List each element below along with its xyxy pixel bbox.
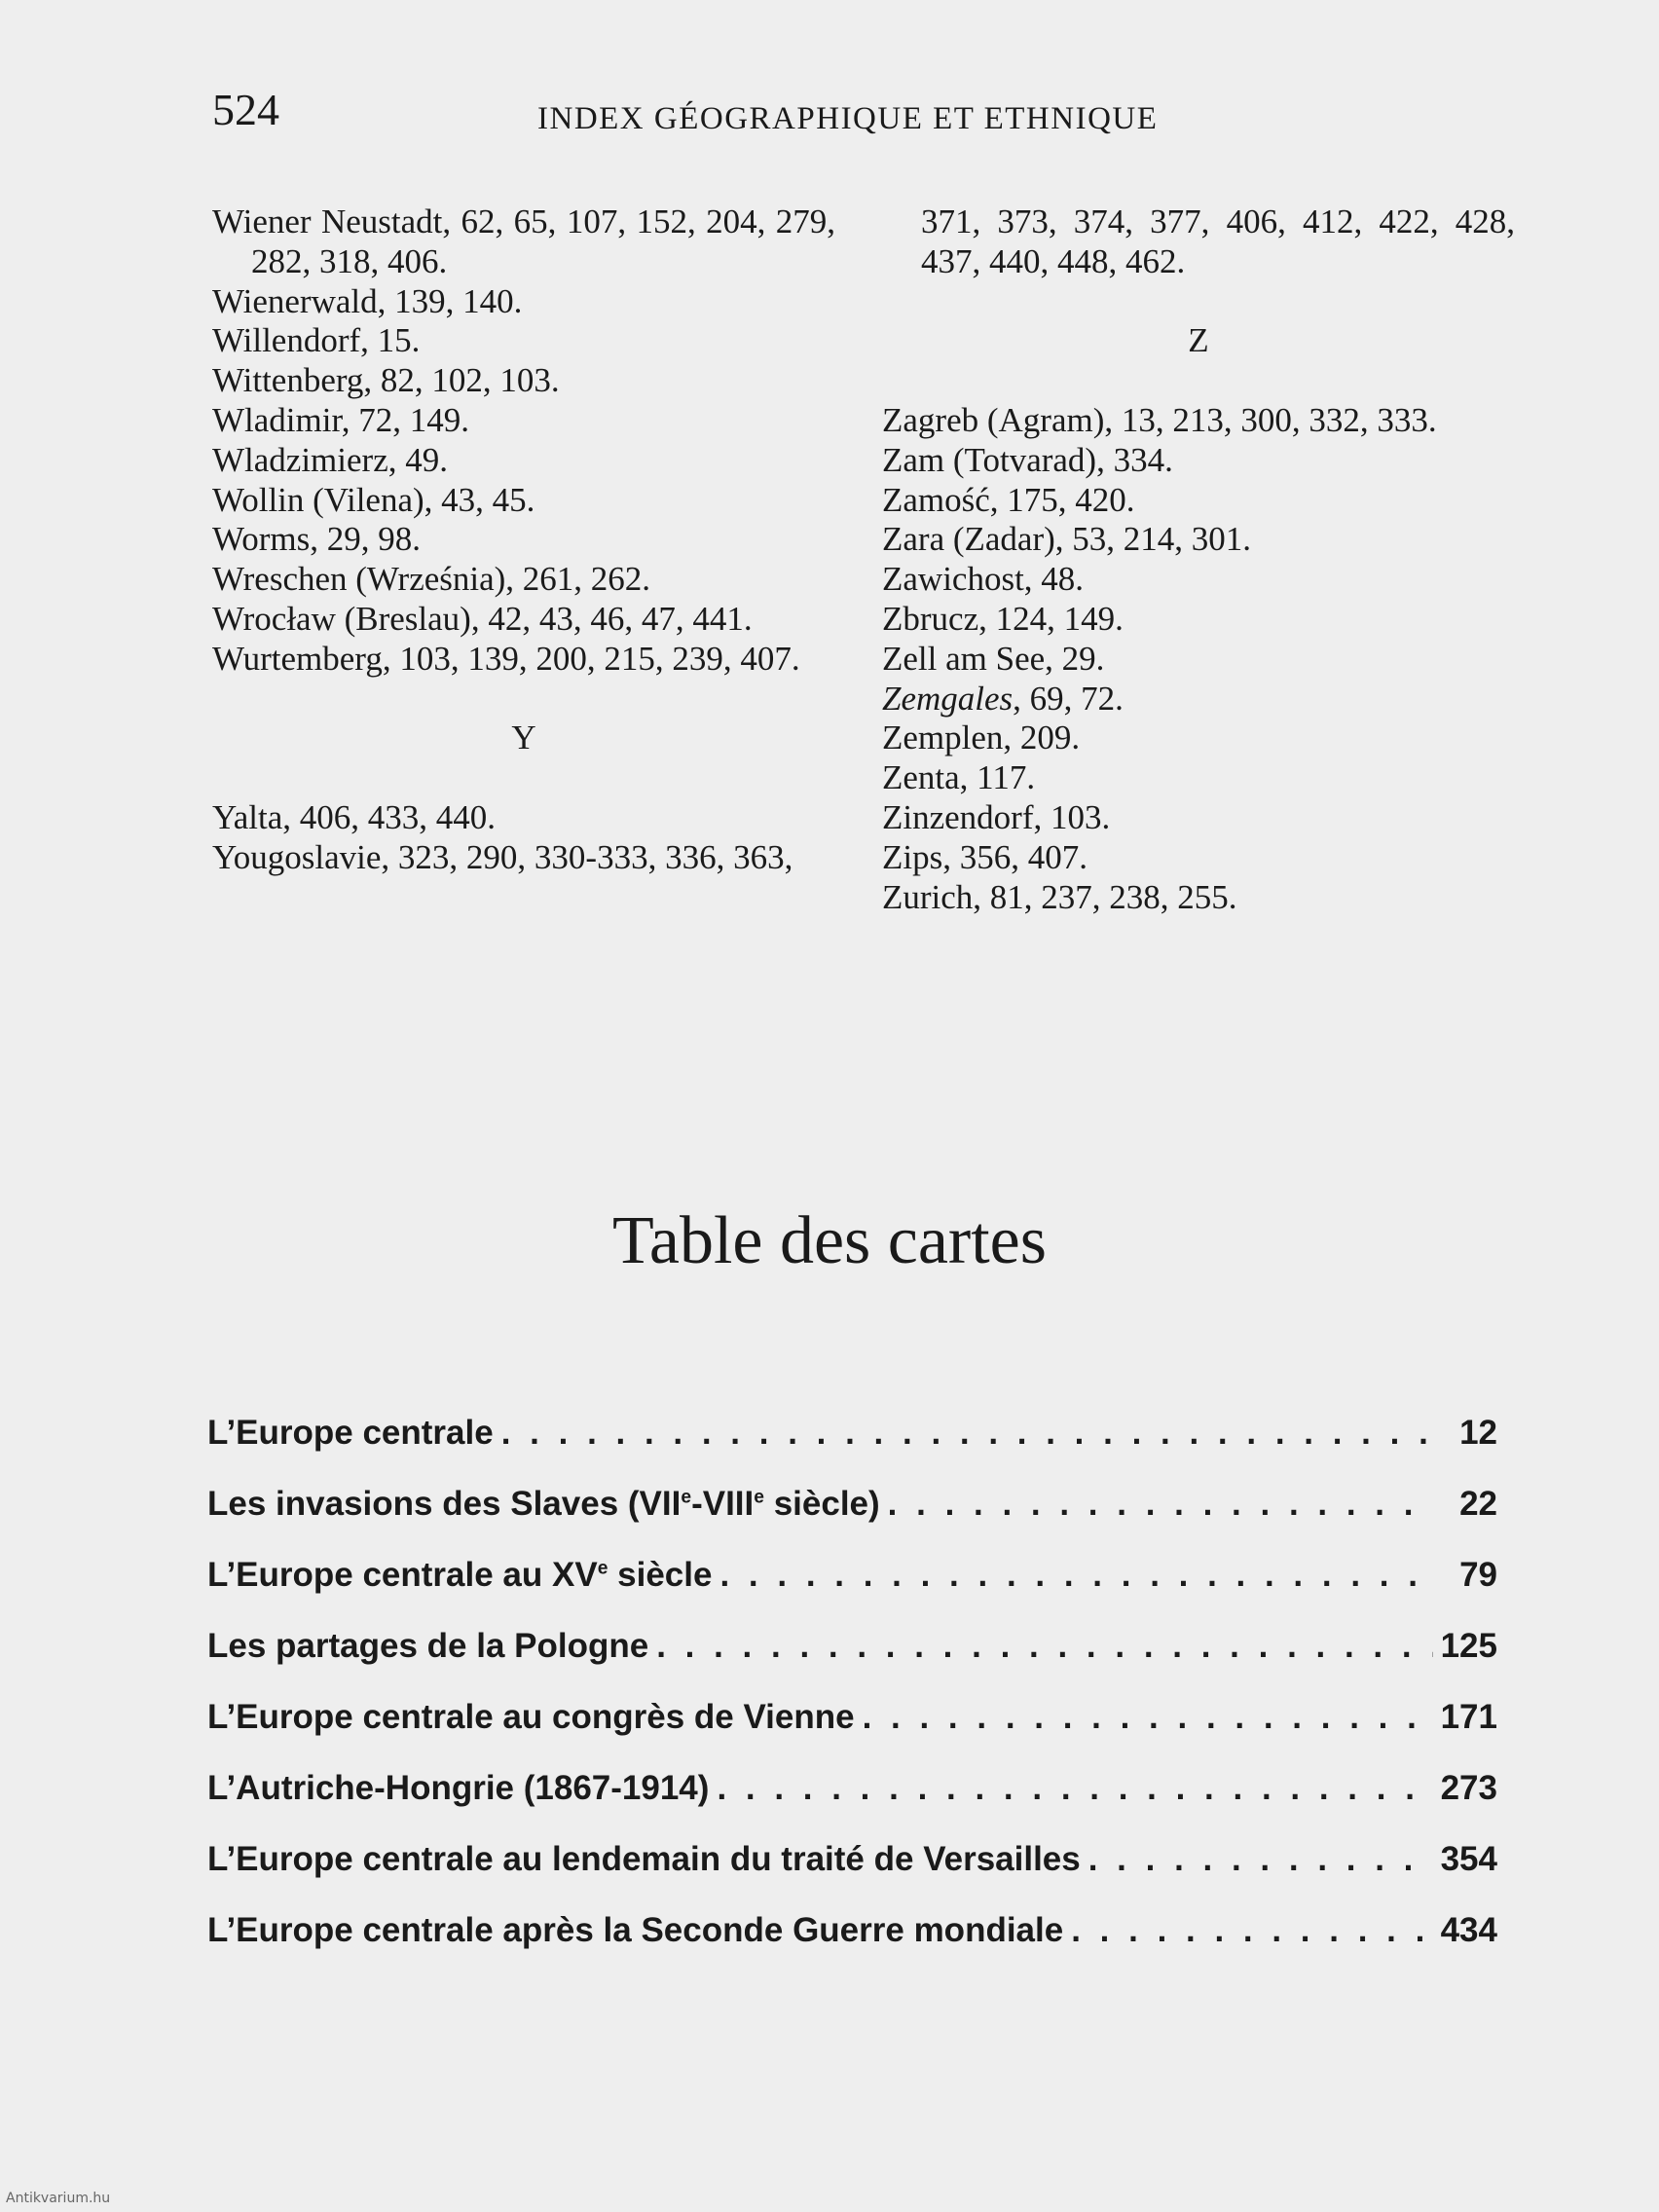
- index-entry: Zagreb (Agram), 13, 213, 300, 332, 333.: [882, 400, 1437, 439]
- map-page: 354: [1440, 1840, 1497, 1878]
- map-title: [207, 1698, 855, 1737]
- letter-heading-z: Z: [1188, 321, 1209, 360]
- map-title-text: L’Europe centrale après la Seconde Guerre mondiale: [207, 1911, 1064, 1949]
- spacer: [212, 680, 835, 719]
- dot-leader: [1088, 1840, 1433, 1879]
- map-title-text: L’Europe centrale au congrès de Vienne: [207, 1698, 855, 1736]
- superscript: e: [597, 1558, 608, 1579]
- map-title: [207, 1627, 648, 1666]
- map-title: [207, 1911, 1063, 1950]
- map-title-text: siècle: [608, 1556, 713, 1594]
- italic-entry-name: Zemgales: [882, 679, 1014, 718]
- dot-leader: [717, 1769, 1432, 1808]
- section-title: Table des cartes: [612, 1203, 1047, 1278]
- map-row: [207, 1840, 1497, 1911]
- index-entry: Zamość, 175, 420.: [882, 480, 1135, 519]
- map-title-text: L’Europe centrale: [207, 1414, 494, 1452]
- spacer: [882, 361, 1515, 401]
- map-title-text: siècle): [763, 1485, 880, 1523]
- entry-pages: , 69, 72.: [1013, 679, 1124, 718]
- dot-leader: [719, 1556, 1433, 1595]
- index-entry: Zenta, 117.: [882, 758, 1036, 797]
- running-title: INDEX GÉOGRAPHIQUE ET ETHNIQUE: [537, 101, 1159, 136]
- map-row: [207, 1556, 1497, 1627]
- page-number: 524: [212, 85, 279, 134]
- map-row: [207, 1911, 1497, 1982]
- map-page: 171: [1440, 1698, 1497, 1736]
- index-right-column: [882, 203, 1515, 917]
- index-entry: Wienerwald, 139, 140.: [212, 281, 523, 320]
- index-entry: Zara (Zadar), 53, 214, 301.: [882, 520, 1252, 559]
- index-entry: Zbrucz, 124, 149.: [882, 599, 1124, 638]
- map-page: 22: [1459, 1485, 1497, 1523]
- superscript: e: [754, 1487, 764, 1508]
- dot-leader: [656, 1627, 1432, 1666]
- letter-heading-y: Y: [511, 719, 536, 757]
- index-entry: Wiener Neustadt, 62, 65, 107, 152, 204, 279, 282, 318, 406.: [212, 203, 835, 280]
- index-entry: Wollin (Vilena), 43, 45.: [212, 480, 535, 519]
- map-row: [207, 1414, 1497, 1485]
- index-entry: Zips, 356, 407.: [882, 837, 1088, 876]
- map-title: [207, 1414, 494, 1453]
- map-page: 79: [1459, 1556, 1497, 1594]
- map-row: [207, 1627, 1497, 1698]
- index-entry: Zam (Totvarad), 334.: [882, 440, 1173, 479]
- map-title: [207, 1840, 1081, 1879]
- index-entry: Wladimir, 72, 149.: [212, 400, 469, 439]
- index-left-column: [212, 203, 835, 878]
- index-entry: Zemplen, 209.: [882, 719, 1081, 757]
- watermark: Antikvarium.hu: [6, 2191, 111, 2206]
- spacer: [212, 758, 835, 798]
- map-row: [207, 1769, 1497, 1840]
- map-title-text: -VIII: [691, 1485, 755, 1523]
- index-entry: Worms, 29, 98.: [212, 520, 421, 559]
- index-entry: Zinzendorf, 103.: [882, 797, 1111, 836]
- dot-leader: [501, 1414, 1433, 1453]
- map-row: [207, 1485, 1497, 1556]
- index-entry: Wreschen (Września), 261, 262.: [212, 560, 651, 599]
- index-entry: Yougoslavie, 323, 290, 330-333, 336, 363,: [212, 837, 793, 876]
- map-title-text: L’Europe centrale au XV: [207, 1556, 598, 1594]
- dot-leader: [1071, 1911, 1432, 1950]
- index-entry: Willendorf, 15.: [212, 321, 421, 360]
- index-entry: Wurtemberg, 103, 139, 200, 215, 239, 407.: [212, 639, 800, 678]
- index-entry-continuation: 371, 373, 374, 377, 406, 412, 422, 428, 437, 440, 448, 462.: [921, 203, 1515, 280]
- index-entry: Wittenberg, 82, 102, 103.: [212, 361, 560, 400]
- map-table: [207, 1414, 1497, 1982]
- map-title-text: L’Europe centrale au lendemain du traité de Versailles: [207, 1840, 1081, 1878]
- index-entry: Wrocław (Breslau), 42, 43, 46, 47, 441.: [212, 599, 753, 638]
- superscript: e: [681, 1487, 692, 1508]
- index-entry: Yalta, 406, 433, 440.: [212, 797, 497, 836]
- map-page: 12: [1459, 1414, 1497, 1452]
- map-page: 434: [1440, 1911, 1497, 1949]
- spacer: [882, 282, 1515, 322]
- map-title: [207, 1485, 880, 1524]
- map-page: 125: [1440, 1627, 1497, 1665]
- map-title-text: Les invasions des Slaves (VII: [207, 1485, 682, 1523]
- index-entry: Zell am See, 29.: [882, 639, 1105, 678]
- map-row: [207, 1698, 1497, 1769]
- map-title-text: Les partages de la Pologne: [207, 1627, 649, 1665]
- map-title: [207, 1769, 709, 1808]
- index-entry: [882, 680, 1515, 719]
- index-entry: Zurich, 81, 237, 238, 255.: [882, 877, 1237, 916]
- map-title: [207, 1556, 712, 1595]
- map-page: 273: [1440, 1769, 1497, 1807]
- index-entry: Wladzimierz, 49.: [212, 440, 448, 479]
- index-entry: Zawichost, 48.: [882, 560, 1085, 599]
- map-title-text: L’Autriche-Hongrie (1867-1914): [207, 1769, 710, 1807]
- dot-leader: [888, 1485, 1433, 1524]
- dot-leader: [863, 1698, 1433, 1737]
